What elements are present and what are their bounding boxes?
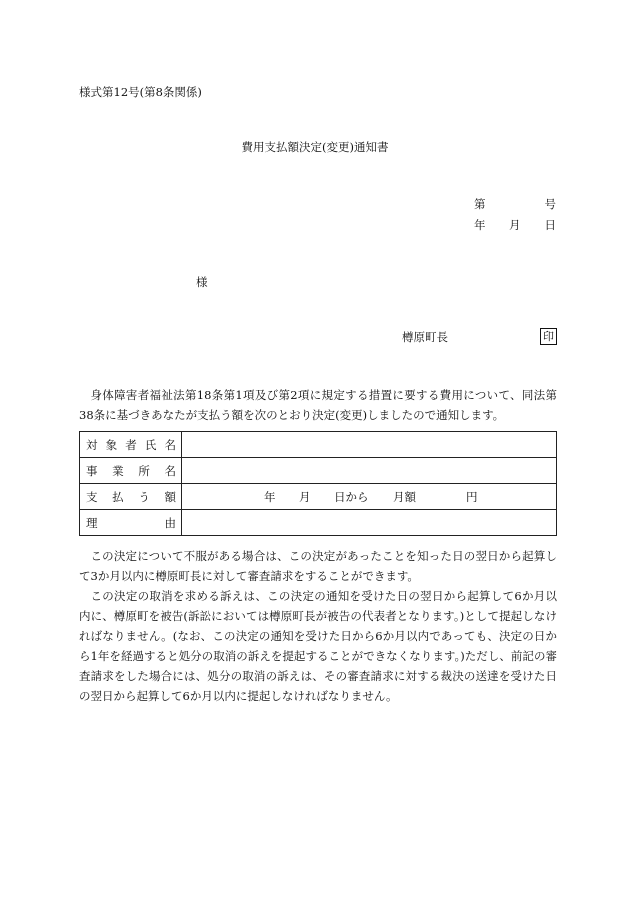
label-payment-amount xyxy=(80,484,182,510)
value-payment-amount xyxy=(182,484,557,510)
table-row xyxy=(80,458,557,484)
amount-yen: 円 xyxy=(466,490,478,504)
value-reason xyxy=(182,510,557,536)
seal-mark: 印 xyxy=(540,328,557,345)
label-char: 支 xyxy=(86,489,98,504)
value-facility-name xyxy=(182,458,557,484)
label-char: 由 xyxy=(164,515,176,530)
number-prefix: 第 xyxy=(474,197,486,211)
number-suffix: 号 xyxy=(544,197,556,211)
value-subject-name xyxy=(182,432,557,458)
appeal-notice-paragraph: この決定について不服がある場合は、この決定があったことを知った日の翌日から起算して3か月以内に樽原町長に対して審査請求をすることができます。 xyxy=(79,549,557,583)
label-char: 業 xyxy=(112,463,124,478)
label-reason xyxy=(80,510,182,536)
label-char: 名 xyxy=(164,463,176,478)
label-facility-name xyxy=(80,458,182,484)
label-char: 事 xyxy=(86,463,98,478)
addressee-honorific: 様 xyxy=(196,275,208,289)
document-title: 費用支払額決定(変更)通知書 xyxy=(241,140,389,154)
info-table xyxy=(79,431,557,536)
date-year: 年 xyxy=(474,218,486,232)
label-char: 者 xyxy=(125,437,137,452)
amount-monthly: 月額 xyxy=(393,490,416,504)
intro-paragraph: 身体障害者福祉法第18条第1項及び第2項に規定する措置に要する費用について、同法第38条に基づきあなたが支払う額を次のとおり決定(変更)しましたので通知します。 xyxy=(79,388,557,422)
table-row xyxy=(80,510,557,536)
label-char: 理 xyxy=(86,515,98,530)
notes-section xyxy=(79,546,557,706)
label-char: 所 xyxy=(138,463,150,478)
date-day: 日 xyxy=(544,218,556,232)
label-char: 払 xyxy=(112,489,124,504)
label-char: 対 xyxy=(86,437,98,452)
label-subject-name xyxy=(80,432,182,458)
form-number: 様式第12号(第8条関係) xyxy=(79,85,202,99)
amount-month: 月 xyxy=(299,490,311,504)
date-month: 月 xyxy=(509,218,521,232)
amount-from-day: 日から xyxy=(334,490,369,504)
label-char: 氏 xyxy=(144,437,157,452)
label-char: 額 xyxy=(164,489,176,504)
lawsuit-notice-paragraph: この決定の取消を求める訴えは、この決定の通知を受けた日の翌日から起算して6か月以内に、樽原町を被告(訴訟においては樽原町長が被告の代表者となります。)として提起しなければなりません。(なお、この決定の通知を受けた日から6か月以内であっても、決定の日から1年を経過すると処分の取消の訴えを提起することができなくなります。)ただし、前記の審査請求をした場合には、処分の取消の訴えは、その審査請求に対する裁決の送達を受けた日の翌日から起算して6か月以内に提起しなければなりません。 xyxy=(79,589,557,703)
table-row xyxy=(80,432,557,458)
label-char: 象 xyxy=(105,437,118,452)
label-char: う xyxy=(138,489,150,504)
issuer-name: 樽原町長 xyxy=(402,330,448,344)
label-char: 名 xyxy=(164,437,176,452)
table-row xyxy=(80,484,557,510)
amount-year: 年 xyxy=(264,490,276,504)
